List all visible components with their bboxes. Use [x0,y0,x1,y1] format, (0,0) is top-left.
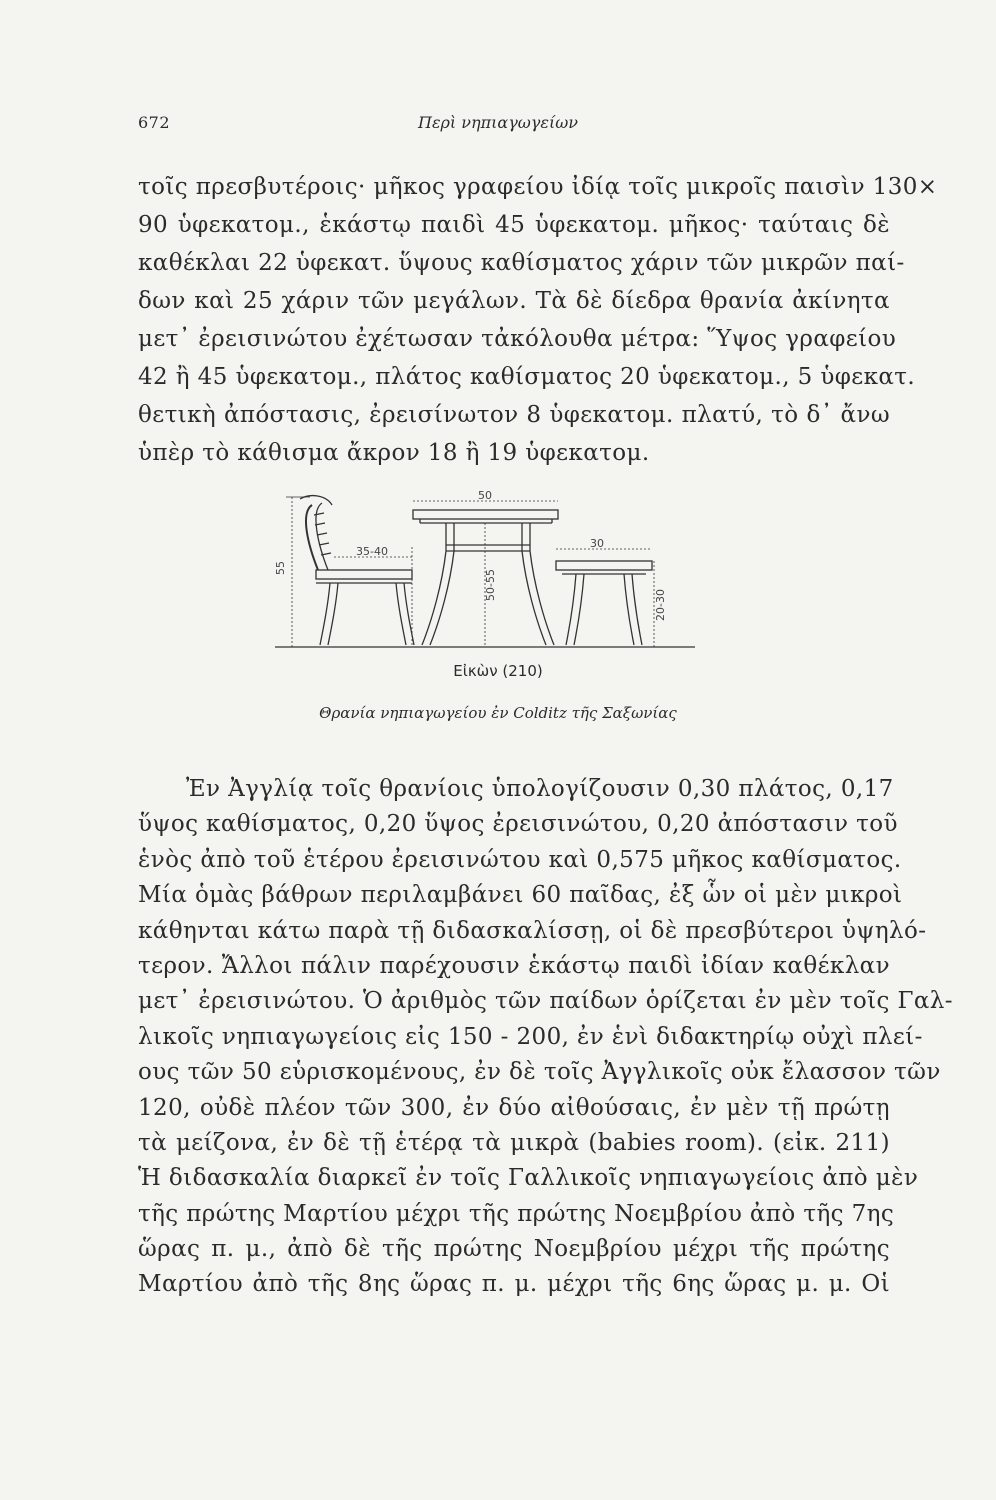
table-top [413,510,558,519]
text-line: ὥρας π. μ., ἀπὸ δὲ τῆς πρώτης Νοεμβρίου μέχρι τῆς πρώτης [138,1236,890,1263]
table-leg [522,523,546,645]
text-line: ὑπὲρ τὸ κάθισμα ἄκρον 18 ἢ 19 ὑφεκατομ. [138,440,650,466]
text-line: τερον. Ἄλλοι πάλιν παρέχουσιν ἑκάστῳ παιδὶ ἰδίαν καθέκλαν [138,952,890,979]
stool-width-label: 30 [590,537,604,550]
text-line: 42 ἢ 45 ὑφεκατομ., πλάτος καθίσματος 20 ὑφεκατομ., 5 ὑφεκατ. [138,364,916,390]
text-line: μετ᾽ ἐρεισινώτου ἐχέτωσαν τἀκόλουθα μέτρα: Ὕψος γραφείου [138,326,897,352]
stool-drawing [556,549,654,647]
chair-rib [314,513,324,515]
text-line: δων καὶ 25 χάριν τῶν μεγάλων. Τὰ δὲ δίεδρα θρανία ἀκίνητα [138,288,890,314]
text-line: 90 ὑφεκατομ., ἑκάστῳ παιδὶ 45 ὑφεκατομ. μῆκος· ταύταις δὲ [138,212,890,238]
text-line: τοῖς πρεσβυτέροις· μῆκος γραφείου ἰδίᾳ τοῖς μικροῖς παισὶν 130× [138,174,938,200]
table-leg [530,523,554,645]
text-line: Ἡ διδασκαλία διαρκεῖ ἐν τοῖς Γαλλικοῖς νηπιαγωγείοις ἀπὸ μὲν [138,1165,919,1192]
stool-height-label: 20-30 [654,589,667,621]
text-line: μετ᾽ ἐρεισινώτου. Ὁ ἀριθμὸς τῶν παίδων ὁρίζεται ἐν μὲν τοῖς Γαλ- [138,988,953,1015]
text-line: Μαρτίου ἀπὸ τῆς 8ης ὥρας π. μ. μέχρι τῆς 6ης ὥρας μ. μ. Οἱ [138,1271,890,1298]
paragraph-1 [138,168,938,472]
text-line: Ἐν Ἀγγλίᾳ τοῖς θρανίοις ὑπολογίζουσιν 0,30 πλάτος, 0,17 [186,776,894,802]
chair-leg [404,583,414,645]
table-leg [422,523,446,645]
text-line: τὰ μείζονα, ἐν δὲ τῇ ἑτέρᾳ τὰ μικρὰ (babies room). (εἰκ. 211) [138,1129,890,1156]
table-width-label: 50 [478,489,492,502]
text-line: κάθηνται κάτω παρὰ τῇ διδασκαλίσσῃ, οἱ δὲ πρεσβύτεροι ὑψηλό- [138,917,927,944]
table-leg [430,523,454,645]
stool-leg [566,574,576,645]
furniture-figure [270,485,700,655]
text-line: ὕψος καθίσματος, 0,20 ὕψος ἐρεισινώτου, 0,20 ἀπόστασιν τοῦ [138,811,898,838]
running-title: Περὶ νηπιαγωγείων [417,113,578,132]
text-line: ἑνὸς ἀπὸ τοῦ ἑτέρου ἐρεισινώτου καὶ 0,575 μῆκος καθίσματος. [138,846,902,873]
page-number: 672 [138,113,171,132]
text-line: καθέκλαι 22 ὑφεκατ. ὕψους καθίσματος χάριν τῶν μικρῶν παί- [138,250,905,276]
chair-rib [319,543,329,545]
chair-height-label: 55 [274,561,287,575]
table-height-label: 50-55 [484,569,497,601]
figure-label: Εἰκὼν (210) [453,662,543,680]
stool-seat [556,561,652,570]
figure-caption: Θρανία νηπιαγωγείου ἐν Colditz τῆς Σαξωνίας [319,704,677,722]
text-line: λικοῖς νηπιαγωγείοις εἰς 150 - 200, ἐν ἑνὶ διδακτηρίῳ οὐχὶ πλεί- [138,1023,923,1050]
text-line: τῆς πρώτης Μαρτίου μέχρι τῆς πρώτης Νοεμβρίου ἀπὸ τῆς 7ης [138,1200,895,1227]
text-line: ους τῶν 50 εὑρισκομένους, ἐν δὲ τοῖς Ἀγγλικοῖς οὐκ ἔλασσον τῶν [138,1059,941,1086]
furniture-drawing [270,485,700,655]
chair-leg [320,583,330,645]
text-line: θετικὴ ἀπόστασις, ἐρεισίνωτον 8 ὑφεκατομ. πλατύ, τὸ δ᾽ ἄνω [138,402,890,428]
chair-seat [316,570,412,579]
chair-rib [317,533,327,535]
chair-depth-label: 35-40 [356,545,388,558]
paragraph-2 [138,772,953,1303]
stool-leg [632,574,642,645]
chair-drawing [286,496,414,647]
text-line: 120, οὐδὲ πλέον τῶν 300, ἐν δύο αἰθούσαις, ἐν μὲν τῇ πρώτῃ [138,1094,890,1121]
text-line: Μία ὁμὰς βάθρων περιλαμβάνει 60 παῖδας, ἐξ ὧν οἱ μὲν μικροὶ [138,882,903,909]
